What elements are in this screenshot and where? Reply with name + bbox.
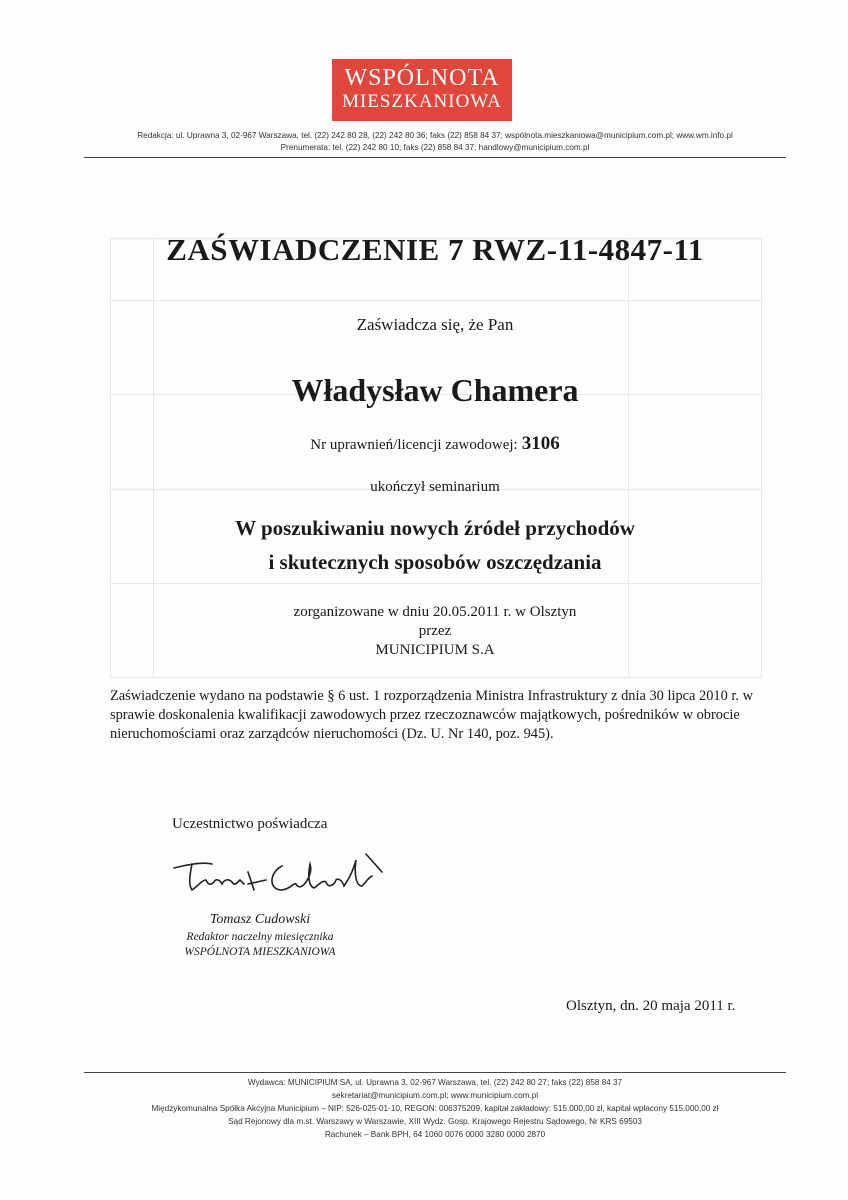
footer-bank-line: Rachunek – Bank BPH, 64 1060 0076 0000 3280 0000 2870 bbox=[324, 1130, 546, 1139]
handwritten-signature bbox=[170, 850, 400, 900]
organizer-name: MUNICIPIUM S.A bbox=[375, 642, 495, 658]
logo-line-1: WSPÓLNOTA bbox=[344, 65, 500, 91]
seminar-title-line-1: W poszukiwaniu nowych źródeł przychodów bbox=[235, 516, 635, 540]
recipient-name: Władysław Chamera bbox=[291, 372, 579, 408]
license-label: Nr uprawnień/licencji zawodowej: bbox=[310, 437, 518, 453]
publication-logo bbox=[332, 59, 512, 121]
signer-role: Redaktor naczelny miesięcznika bbox=[186, 931, 334, 943]
signer-name: Tomasz Cudowski bbox=[209, 912, 311, 927]
header-contact-line: Redakcja: ul. Uprawna 3, 02-967 Warszawa, tel. (22) 242 80 28, (22) 242 80 36; faks (22) 858 84 37; wspólnota.mieszkaniowa@municipium.com.pl; www.wm.info.pl bbox=[137, 131, 733, 140]
footer-company-line: Międzykomunalna Spółka Akcyjna Municipium – NIP: 526-025-01-10, REGON: 006375209, kapitał zakładowy: 515.000,00 zł, kapitał wpłacony 515.000,00 zł bbox=[151, 1104, 719, 1113]
license-line bbox=[84, 433, 786, 455]
footer-email-line: sekretariat@municipium.com.pl; www.municipium.com.pl bbox=[331, 1091, 539, 1100]
completed-text: ukończył seminarium bbox=[370, 479, 500, 495]
organized-text: zorganizowane w dniu 20.05.2011 r. w Olsztyn bbox=[293, 604, 577, 620]
logo-line-2: MIESZKANIOWA bbox=[342, 91, 502, 112]
footer-divider bbox=[84, 1072, 786, 1073]
footer-court-line: Sąd Rejonowy dla m.st. Warszawy w Warszawie, XIII Wydz. Gosp. Krajowego Rejestru Sądowego, Nr KRS 69503 bbox=[228, 1117, 642, 1126]
seminar-title-line-2: i skutecznych sposobów oszczędzania bbox=[268, 550, 602, 574]
signer-publication: WSPÓLNOTA MIESZKANIOWA bbox=[184, 946, 336, 958]
header-divider bbox=[84, 157, 786, 158]
by-text: przez bbox=[418, 623, 452, 639]
certificate-title: ZAŚWIADCZENIE 7 RWZ-11-4847-11 bbox=[166, 232, 704, 267]
header-subscription-line: Prenumerata: tel. (22) 242 80 10; faks (22) 858 84 37; handlowy@municipium.com.pl bbox=[280, 143, 590, 152]
participation-label: Uczestnictwo poświadcza bbox=[172, 816, 328, 832]
legal-basis-paragraph: Zaświadczenie wydano na podstawie § 6 ust. 1 rozporządzenia Ministra Infrastruktury z dnia 30 lipca 2010 r. w sprawie doskonalenia kwalifikacji zawodowych przez rzeczoznawców majątkowych, pośredników w obrocie nieruchomościami oraz zarządców nieruchomości (Dz. U. Nr 140, poz. 945). bbox=[110, 688, 753, 742]
footer-publisher-line: Wydawca: MUNICIPIUM SA, ul. Uprawna 3, 02-967 Warszawa, tel. (22) 242 80 27; faks (22) 858 84 37 bbox=[247, 1078, 623, 1087]
place-and-date: Olsztyn, dn. 20 maja 2011 r. bbox=[566, 998, 736, 1014]
license-number: 3106 bbox=[521, 433, 560, 454]
certificate-intro: Zaświadcza się, że Pan bbox=[356, 315, 514, 334]
